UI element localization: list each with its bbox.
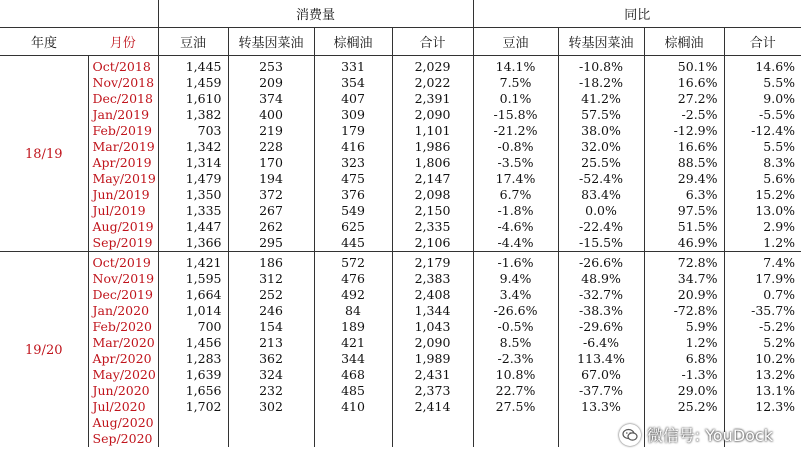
wechat-icon — [619, 424, 641, 446]
cell-soy-yoy: 3.4% — [473, 287, 558, 303]
table-row — [0, 123, 801, 139]
cell-rapeseed-yoy: -32.7% — [558, 287, 644, 303]
cell-rapeseed: 302 — [228, 399, 314, 415]
cell-month: Nov/2018 — [88, 75, 158, 91]
cell-palm-yoy: 51.5% — [644, 219, 724, 235]
cell-palm-yoy: 29.0% — [644, 383, 724, 399]
table-row — [0, 383, 801, 399]
cell-total-yoy: 15.2% — [755, 187, 796, 202]
cell-rapeseed-yoy: -29.6% — [558, 319, 644, 335]
cell-total-yoy: -12.4% — [751, 123, 796, 138]
cell-total-yoy: 1.2% — [724, 235, 801, 252]
cell-month: Feb/2020 — [88, 319, 158, 335]
cell-rapeseed: 209 — [228, 75, 314, 91]
cell-rapeseed: 374 — [228, 91, 314, 107]
cell-rapeseed: 295 — [228, 235, 314, 252]
cell-month: Jun/2019 — [88, 187, 158, 203]
cell-total: 2,179 — [392, 252, 473, 272]
cell-month: Sep/2019 — [88, 235, 158, 252]
table-row — [0, 235, 801, 252]
cell-rapeseed: 219 — [228, 123, 314, 139]
cell-palm-yoy: 25.2% — [644, 399, 724, 415]
cell-rapeseed: 362 — [228, 351, 314, 367]
cell-soy-yoy: 0.1% — [473, 91, 558, 107]
cell-rapeseed-yoy: 41.2% — [558, 91, 644, 107]
year-cell: 19/20 — [0, 252, 88, 448]
cell-total-yoy: 5.6% — [763, 171, 796, 186]
cell-palm-yoy: 34.7% — [644, 271, 724, 287]
cell-rapeseed: 267 — [228, 203, 314, 219]
cell-soy-yoy: -1.6% — [473, 252, 558, 272]
cell-total-yoy: 5.2% — [763, 335, 796, 350]
cell-total-yoy: -35.7% — [751, 303, 796, 318]
cell-palm: 485 — [314, 383, 392, 399]
cell-total: 2,029 — [392, 56, 473, 76]
cell-month: Jul/2020 — [88, 399, 158, 415]
cell-soy: 1,421 — [158, 252, 228, 272]
cell-soy: 1,445 — [158, 56, 228, 76]
table-row — [0, 319, 801, 335]
cell-soy-yoy — [473, 431, 558, 447]
cell-soy: 1,479 — [158, 171, 228, 187]
cell-total: 2,090 — [392, 335, 473, 351]
cell-soy: 1,639 — [158, 367, 228, 383]
cell-total: 2,431 — [392, 367, 473, 383]
cell-soy-yoy: -0.5% — [473, 319, 558, 335]
cell-total-yoy: 2.9% — [763, 219, 796, 234]
table-row — [0, 351, 801, 367]
cell-month: Oct/2018 — [88, 56, 158, 76]
col-palm-yoy-header: 棕榈油 — [644, 28, 724, 56]
cell-palm-yoy: 16.6% — [644, 139, 724, 155]
cell-soy-yoy: 7.5% — [473, 75, 558, 91]
cell-palm: 416 — [314, 139, 392, 155]
cell-soy: 1,610 — [158, 91, 228, 107]
cell-palm: 476 — [314, 271, 392, 287]
header-spacer — [0, 0, 158, 28]
cell-total: 2,022 — [392, 75, 473, 91]
cell-rapeseed: 324 — [228, 367, 314, 383]
cell-soy: 700 — [158, 319, 228, 335]
cell-palm-yoy: 88.5% — [644, 155, 724, 171]
cell-palm-yoy: -72.8% — [644, 303, 724, 319]
cell-total-yoy: 9.0% — [763, 91, 796, 106]
cell-month: Dec/2019 — [88, 287, 158, 303]
table-row — [0, 287, 801, 303]
cell-soy: 1,656 — [158, 383, 228, 399]
cell-rapeseed — [228, 431, 314, 447]
cell-total: 1,989 — [392, 351, 473, 367]
cell-total: 1,344 — [392, 303, 473, 319]
cell-total-yoy: 13.2% — [755, 367, 796, 382]
cell-total: 1,101 — [392, 123, 473, 139]
cell-palm-yoy: -2.5% — [644, 107, 724, 123]
cell-rapeseed-yoy: -18.2% — [558, 75, 644, 91]
cell-palm: 492 — [314, 287, 392, 303]
cell-palm: 572 — [314, 252, 392, 272]
cell-soy-yoy: -26.6% — [473, 303, 558, 319]
group-consumption-header: 消费量 — [158, 0, 473, 28]
cell-month: Mar/2020 — [88, 335, 158, 351]
cell-soy-yoy: 17.4% — [473, 171, 558, 187]
cell-palm-yoy: 16.6% — [644, 75, 724, 91]
table-row — [0, 139, 801, 155]
col-soy-yoy-header: 豆油 — [473, 28, 558, 56]
table-body — [0, 56, 801, 448]
cell-soy-yoy: 8.5% — [473, 335, 558, 351]
cell-soy: 703 — [158, 123, 228, 139]
cell-rapeseed: 253 — [228, 56, 314, 76]
cell-soy: 1,283 — [158, 351, 228, 367]
cell-rapeseed: 194 — [228, 171, 314, 187]
col-soy-header: 豆油 — [158, 28, 228, 56]
cell-palm-yoy: 20.9% — [644, 287, 724, 303]
cell-palm-yoy: 6.8% — [644, 351, 724, 367]
cell-palm-yoy: 6.3% — [644, 187, 724, 203]
cell-total-yoy: -5.2% — [759, 319, 796, 334]
cell-total-yoy: 14.6% — [755, 59, 796, 74]
watermark — [619, 423, 773, 446]
cell-total: 2,147 — [392, 171, 473, 187]
table-row — [0, 107, 801, 123]
table-row — [0, 335, 801, 351]
col-total-header: 合计 — [392, 28, 473, 56]
cell-palm-yoy: 29.4% — [644, 171, 724, 187]
cell-palm: 475 — [314, 171, 392, 187]
cell-palm — [314, 415, 392, 431]
table-row — [0, 155, 801, 171]
cell-rapeseed-yoy: -37.7% — [558, 383, 644, 399]
col-palm-header: 棕榈油 — [314, 28, 392, 56]
cell-soy: 1,366 — [158, 235, 228, 252]
cell-palm-yoy: 50.1% — [644, 56, 724, 76]
group-header-row — [0, 0, 801, 28]
group-yoy-header: 同比 — [473, 0, 801, 28]
col-rapeseed-header: 转基因菜油 — [228, 28, 314, 56]
cell-palm: 376 — [314, 187, 392, 203]
cell-total: 2,383 — [392, 271, 473, 287]
cell-soy — [158, 431, 228, 447]
cell-palm: 309 — [314, 107, 392, 123]
table-row — [0, 203, 801, 219]
cell-rapeseed: 232 — [228, 383, 314, 399]
cell-total: 1,986 — [392, 139, 473, 155]
cell-soy-yoy: 6.7% — [473, 187, 558, 203]
cell-soy: 1,456 — [158, 335, 228, 351]
cell-soy: 1,595 — [158, 271, 228, 287]
cell-rapeseed-yoy: 25.5% — [558, 155, 644, 171]
cell-rapeseed: 262 — [228, 219, 314, 235]
cell-month: Jan/2019 — [88, 107, 158, 123]
cell-rapeseed-yoy: -22.4% — [558, 219, 644, 235]
cell-rapeseed: 252 — [228, 287, 314, 303]
cell-rapeseed-yoy: -52.4% — [558, 171, 644, 187]
cell-month: May/2020 — [88, 367, 158, 383]
cell-soy-yoy: -1.8% — [473, 203, 558, 219]
cell-palm-yoy: 5.9% — [644, 319, 724, 335]
cell-total: 2,090 — [392, 107, 473, 123]
cell-soy-yoy: -21.2% — [473, 123, 558, 139]
cell-rapeseed: 154 — [228, 319, 314, 335]
cell-soy: 1,459 — [158, 75, 228, 91]
cell-total: 2,373 — [392, 383, 473, 399]
cell-total-yoy: 7.4% — [763, 255, 796, 270]
cell-rapeseed-yoy: -10.8% — [558, 56, 644, 76]
cell-total-yoy: 8.3% — [763, 155, 796, 170]
cell-palm: 421 — [314, 335, 392, 351]
cell-rapeseed: 312 — [228, 271, 314, 287]
cell-soy-yoy: -3.5% — [473, 155, 558, 171]
cell-soy-yoy: -0.8% — [473, 139, 558, 155]
table-row — [0, 271, 801, 287]
cell-month: Sep/2020 — [88, 431, 158, 447]
cell-palm: 445 — [314, 235, 392, 252]
table-row — [0, 75, 801, 91]
cell-total — [392, 431, 473, 447]
cell-total-yoy: 5.5% — [763, 75, 796, 90]
cell-total — [392, 415, 473, 431]
cell-total-yoy: 17.9% — [755, 271, 796, 286]
cell-palm: 549 — [314, 203, 392, 219]
cell-rapeseed-yoy: 83.4% — [558, 187, 644, 203]
cell-palm: 625 — [314, 219, 392, 235]
cell-rapeseed-yoy: 57.5% — [558, 107, 644, 123]
cell-rapeseed-yoy: 13.3% — [558, 399, 644, 415]
table-row — [0, 303, 801, 319]
cell-soy: 1,350 — [158, 187, 228, 203]
cell-palm: 354 — [314, 75, 392, 91]
cell-soy-yoy: -15.8% — [473, 107, 558, 123]
cell-soy-yoy — [473, 415, 558, 431]
table-row — [0, 171, 801, 187]
cell-total: 2,414 — [392, 399, 473, 415]
cell-soy: 1,342 — [158, 139, 228, 155]
cell-rapeseed: 246 — [228, 303, 314, 319]
cell-rapeseed-yoy: 113.4% — [558, 351, 644, 367]
cell-rapeseed: 213 — [228, 335, 314, 351]
column-header-row — [0, 28, 801, 56]
cell-soy-yoy: 9.4% — [473, 271, 558, 287]
cell-month: Nov/2019 — [88, 271, 158, 287]
cell-rapeseed-yoy: 38.0% — [558, 123, 644, 139]
cell-soy-yoy: 14.1% — [473, 56, 558, 76]
cell-total: 2,408 — [392, 287, 473, 303]
cell-month: May/2019 — [88, 171, 158, 187]
cell-rapeseed-yoy: 67.0% — [558, 367, 644, 383]
cell-soy-yoy: 10.8% — [473, 367, 558, 383]
cell-month: Oct/2019 — [88, 252, 158, 272]
cell-total: 2,391 — [392, 91, 473, 107]
cell-palm-yoy: 1.2% — [644, 335, 724, 351]
cell-palm: 84 — [314, 303, 392, 319]
cell-month: Dec/2018 — [88, 91, 158, 107]
watermark-text: 微信号: YouDock — [646, 426, 773, 445]
table-row — [0, 252, 801, 272]
cell-total: 1,806 — [392, 155, 473, 171]
cell-soy: 1,702 — [158, 399, 228, 415]
cell-palm: 344 — [314, 351, 392, 367]
table-row — [0, 56, 801, 76]
cell-palm-yoy: -1.3% — [644, 367, 724, 383]
cell-rapeseed-yoy: 32.0% — [558, 139, 644, 155]
cell-palm: 189 — [314, 319, 392, 335]
cell-rapeseed: 400 — [228, 107, 314, 123]
table-row — [0, 187, 801, 203]
col-month-header: 月份 — [88, 28, 158, 56]
cell-total: 2,106 — [392, 235, 473, 252]
cell-palm: 331 — [314, 56, 392, 76]
cell-month: Feb/2019 — [88, 123, 158, 139]
cell-soy: 1,382 — [158, 107, 228, 123]
cell-soy: 1,014 — [158, 303, 228, 319]
cell-soy-yoy: -2.3% — [473, 351, 558, 367]
cell-soy-yoy: 22.7% — [473, 383, 558, 399]
cell-rapeseed — [228, 415, 314, 431]
col-rapeseed-yoy-header: 转基因菜油 — [558, 28, 644, 56]
cell-soy-yoy: -4.6% — [473, 219, 558, 235]
cell-palm: 468 — [314, 367, 392, 383]
cell-total: 2,335 — [392, 219, 473, 235]
cell-rapeseed: 186 — [228, 252, 314, 272]
col-year-header: 年度 — [0, 28, 88, 56]
cell-total: 2,150 — [392, 203, 473, 219]
cell-rapeseed: 170 — [228, 155, 314, 171]
cell-palm-yoy: 72.8% — [644, 252, 724, 272]
cell-total-yoy: 0.7% — [763, 287, 796, 302]
cell-total: 1,043 — [392, 319, 473, 335]
cell-month: Apr/2019 — [88, 155, 158, 171]
cell-palm-yoy: 97.5% — [644, 203, 724, 219]
table-row — [0, 91, 801, 107]
cell-total-yoy: 12.3% — [755, 399, 796, 414]
cell-total-yoy: -5.5% — [759, 107, 796, 122]
cell-total: 2,098 — [392, 187, 473, 203]
col-total-yoy-header: 合计 — [724, 28, 801, 56]
cell-month: Aug/2020 — [88, 415, 158, 431]
cell-total-yoy: 13.0% — [755, 203, 796, 218]
cell-soy-yoy: -4.4% — [473, 235, 558, 252]
cell-palm-yoy: -12.9% — [644, 123, 724, 139]
cell-palm: 410 — [314, 399, 392, 415]
cell-palm: 407 — [314, 91, 392, 107]
cell-palm: 179 — [314, 123, 392, 139]
cell-soy-yoy: 27.5% — [473, 399, 558, 415]
year-cell: 18/19 — [0, 56, 88, 252]
cell-month: Aug/2019 — [88, 219, 158, 235]
cell-month: Apr/2020 — [88, 351, 158, 367]
cell-rapeseed-yoy: -26.6% — [558, 252, 644, 272]
cell-soy: 1,664 — [158, 287, 228, 303]
cell-soy: 1,447 — [158, 219, 228, 235]
cell-soy: 1,335 — [158, 203, 228, 219]
table-row — [0, 219, 801, 235]
cell-month: Jun/2020 — [88, 383, 158, 399]
cell-rapeseed-yoy: -38.3% — [558, 303, 644, 319]
cell-rapeseed-yoy: -15.5% — [558, 235, 644, 252]
cell-rapeseed: 228 — [228, 139, 314, 155]
cell-total-yoy: 5.5% — [763, 139, 796, 154]
cell-soy — [158, 415, 228, 431]
cell-rapeseed-yoy: 48.9% — [558, 271, 644, 287]
cell-palm — [314, 431, 392, 447]
cell-total-yoy: 10.2% — [755, 351, 796, 366]
cell-rapeseed: 372 — [228, 187, 314, 203]
cell-month: Jan/2020 — [88, 303, 158, 319]
cell-rapeseed-yoy: -6.4% — [558, 335, 644, 351]
cell-palm: 323 — [314, 155, 392, 171]
cell-soy: 1,314 — [158, 155, 228, 171]
cell-palm-yoy: 27.2% — [644, 91, 724, 107]
cell-rapeseed-yoy: 0.0% — [558, 203, 644, 219]
cell-total-yoy: 13.1% — [755, 383, 796, 398]
table-row — [0, 367, 801, 383]
cell-palm-yoy: 46.9% — [644, 235, 724, 252]
cell-month: Mar/2019 — [88, 139, 158, 155]
table-row — [0, 399, 801, 415]
cell-month: Jul/2019 — [88, 203, 158, 219]
